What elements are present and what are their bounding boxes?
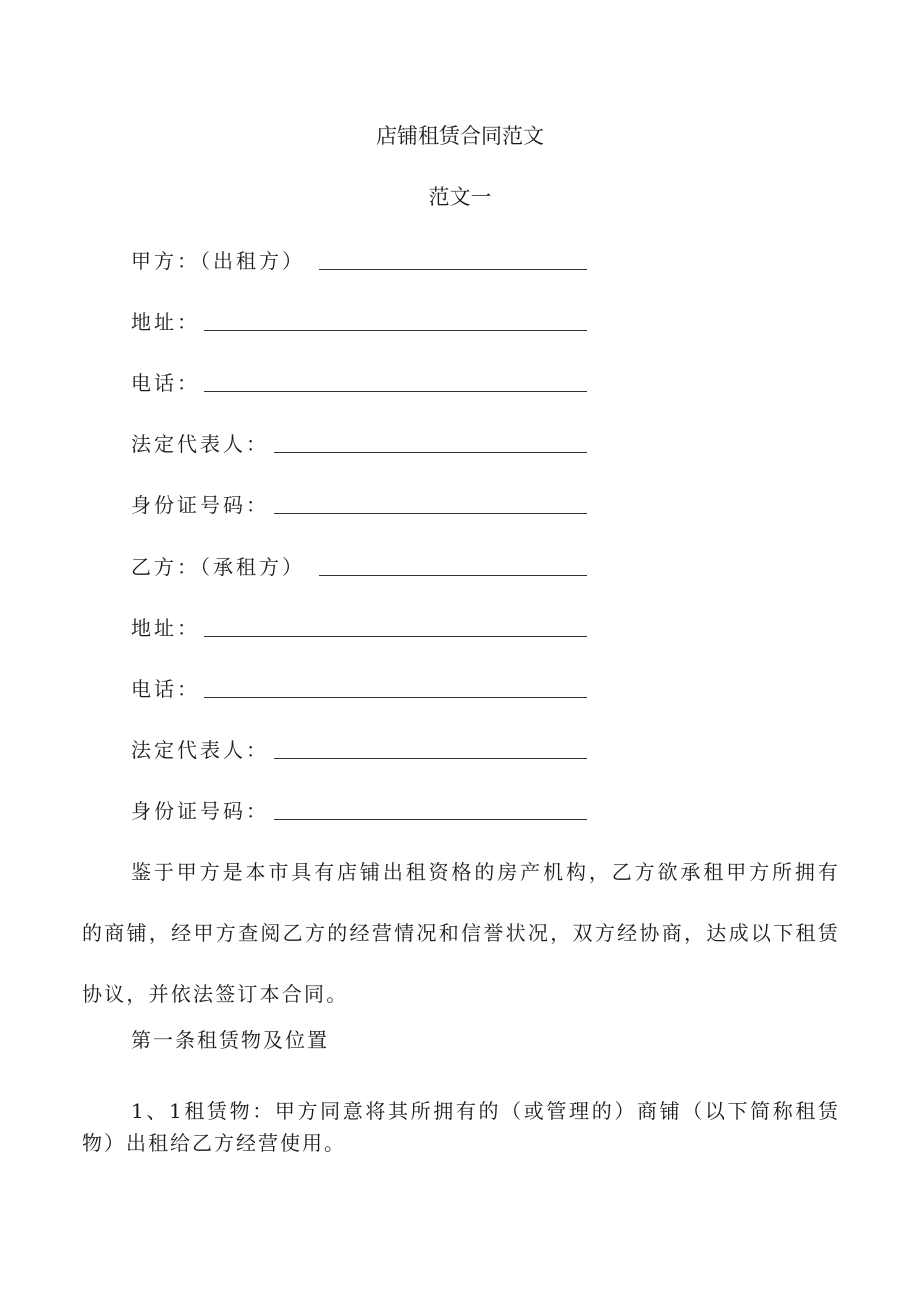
- party-b-phone-field: [131, 671, 587, 703]
- article-1-heading: 第一条租赁物及位置: [131, 1028, 329, 1052]
- document-subtitle: 范文一: [428, 185, 492, 209]
- party-b-address-field: [131, 610, 587, 642]
- party-a-phone-label: 电话：: [131, 371, 200, 395]
- party-b-id-field: [131, 793, 587, 825]
- party-b-legal-rep-field: [131, 732, 587, 764]
- party-b-legal-rep-label: 法定代表人：: [131, 738, 269, 762]
- party-b-field: [131, 549, 587, 581]
- party-b-address-label: 地址：: [131, 616, 200, 640]
- party-b-legal-rep-blank-line: [274, 758, 587, 759]
- party-a-address-blank-line: [204, 330, 587, 331]
- party-a-legal-rep-blank-line: [274, 452, 587, 453]
- party-b-id-blank-line: [274, 819, 587, 820]
- party-a-legal-rep-field: [131, 426, 587, 458]
- party-b-blank-line: [319, 575, 587, 576]
- party-a-address-label: 地址：: [131, 310, 200, 334]
- party-a-id-blank-line: [274, 513, 587, 514]
- party-a-legal-rep-label: 法定代表人：: [131, 432, 269, 456]
- clause-1-1-paragraph: 1、1租赁物：甲方同意将其所拥有的（或管理的）商铺（以下简称租赁物）出租给乙方经营使用。: [82, 1099, 840, 1155]
- party-a-id-label: 身份证号码：: [131, 493, 269, 517]
- party-b-address-blank-line: [204, 636, 587, 637]
- party-b-id-label: 身份证号码：: [131, 799, 269, 823]
- party-b-phone-label: 电话：: [131, 677, 200, 701]
- party-b-label: 乙方：（承租方）: [131, 555, 305, 579]
- party-a-id-field: [131, 487, 587, 519]
- party-b-phone-blank-line: [204, 697, 587, 698]
- party-a-phone-blank-line: [204, 391, 587, 392]
- party-a-field: [131, 243, 587, 275]
- intro-paragraph: 鉴于甲方是本市具有店铺出租资格的房产机构，乙方欲承租甲方所拥有的商铺，经甲方查阅乙方的经营情况和信誉状况，双方经协商，达成以下租赁协议，并依法签订本合同。: [82, 860, 840, 1006]
- party-a-address-field: [131, 304, 587, 336]
- document-title: 店铺租赁合同范文: [376, 124, 544, 148]
- party-a-blank-line: [319, 269, 587, 270]
- party-a-phone-field: [131, 365, 587, 397]
- party-a-label: 甲方：（出租方）: [131, 249, 305, 273]
